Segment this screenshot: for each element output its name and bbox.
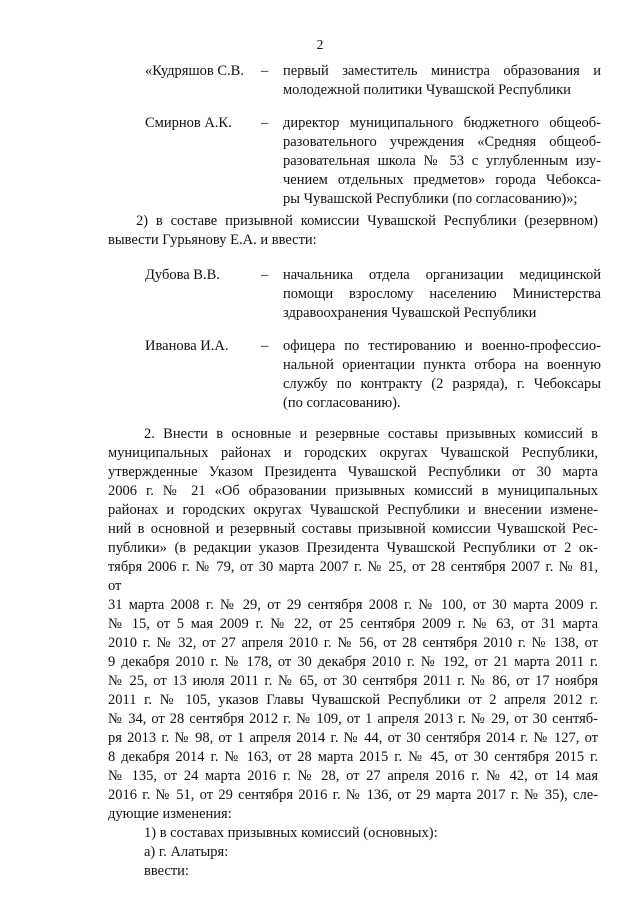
text-line: 2) в составе призывной комиссии Чувашской Республики (резервном) <box>136 213 598 229</box>
member-position <box>283 62 601 100</box>
text-line: № 25, от 13 июля 2011 г. № 65, от 30 сентября 2011 г. № 86, от 17 ноября <box>108 673 598 689</box>
text-line: 2010 г. № 32, от 27 апреля 2010 г. № 56, от 28 сентября 2010 г. № 138, от <box>108 635 598 651</box>
text-line: нальной ориентации пункта отбора на военную <box>283 357 601 373</box>
text-line: чением отдельных предметов» города Чебокса- <box>283 172 601 188</box>
text-line: 2011 г. № 105, указов Главы Чувашской Республики от 2 апреля 2012 г. <box>108 692 598 708</box>
text-line: тября 2006 г. № 79, от 30 марта 2007 г. № 25, от 28 сентября 2007 г. № 81, <box>108 559 598 575</box>
text-line: 9 декабря 2010 г. № 178, от 30 декабря 2010 г. № 192, от 21 марта 2011 г. <box>108 654 598 670</box>
member-name: Дубова В.В. <box>145 267 220 283</box>
text-line: от <box>108 578 122 594</box>
text-line: помощи взрослому населению Министерства <box>283 286 601 302</box>
paragraph-reserve-commission <box>108 212 598 250</box>
text-line: начальника отдела организации медицинской <box>283 267 601 283</box>
text-line: вывести Гурьянову Е.А. и ввести: <box>108 232 317 248</box>
dash: – <box>261 63 269 79</box>
text-line: № 15, от 5 мая 2009 г. № 22, от 25 сентября 2009 г. № 63, от 31 марта <box>108 616 598 632</box>
text-line: ввести: <box>144 863 189 879</box>
text-line: а) г. Алатыря: <box>144 844 229 860</box>
member-position <box>283 114 601 209</box>
text-line: № 34, от 28 сентября 2012 г. № 109, от 1 апреля 2013 г. № 29, от 30 сентяб- <box>108 711 598 727</box>
text-line: дующие изменения: <box>108 806 232 822</box>
text-line: здравоохранения Чувашской Республики <box>283 305 537 321</box>
paragraph-changes-list <box>108 824 598 881</box>
text-line: ний в основной и резервный составы призывной комиссии Чувашской Рес- <box>108 521 598 537</box>
dash: – <box>261 338 269 354</box>
paragraph-amendments <box>108 425 598 824</box>
member-position <box>283 266 601 323</box>
member-name: Смирнов А.К. <box>145 115 232 131</box>
text-line: публики» (в редакции указов Президента Чувашской Республики от 2 ок- <box>108 540 598 556</box>
text-line: офицера по тестированию и военно-профессио- <box>283 338 601 354</box>
text-line: 2016 г. № 51, от 29 сентября 2016 г. № 136, от 29 марта 2017 г. № 35), сле- <box>108 787 598 803</box>
page-number: 2 <box>316 37 324 52</box>
text-line: разовательная школа № 53 с углубленным изу- <box>283 153 601 169</box>
text-line: директор муниципального бюджетного общеоб- <box>283 115 601 131</box>
dash: – <box>261 115 269 131</box>
text-line: районах и городских округах Чувашской Республики и внесении измене- <box>108 502 598 518</box>
text-line: 2006 г. № 21 «Об образовании призывных комиссий в муниципальных <box>108 483 598 499</box>
text-line: 31 марта 2008 г. № 29, от 29 сентября 2008 г. № 100, от 30 марта 2009 г. <box>108 597 598 613</box>
text-line: 2. Внести в основные и резервные составы призывных комиссий в <box>144 426 598 442</box>
text-line: 8 декабря 2014 г. № 163, от 28 марта 2015 г. № 45, от 30 сентября 2015 г. <box>108 749 598 765</box>
text-line: молодежной политики Чувашской Республики <box>283 82 571 98</box>
text-line: ры Чувашской Республики (по согласованию)»; <box>283 191 578 207</box>
text-line: (по согласованию). <box>283 395 401 411</box>
text-line: утвержденные Указом Президента Чувашской Республики от 30 марта <box>108 464 598 480</box>
member-position <box>283 337 601 413</box>
text-line: разовательного учреждения «Средняя общеоб- <box>283 134 601 150</box>
member-name: «Кудряшов С.В. <box>145 63 244 79</box>
dash: – <box>261 267 269 283</box>
text-line: ря 2013 г. № 98, от 1 апреля 2014 г. № 44, от 30 сентября 2014 г. № 127, от <box>108 730 598 746</box>
member-name: Иванова И.А. <box>145 338 229 354</box>
text-line: службу по контракту (2 разряда), г. Чебоксары <box>283 376 601 392</box>
text-line: 1) в составах призывных комиссий (основных): <box>144 825 438 841</box>
text-line: № 135, от 24 марта 2016 г. № 28, от 27 апреля 2016 г. № 42, от 14 мая <box>108 768 598 784</box>
text-line: муниципальных районах и городских округах Чувашской Республики, <box>108 445 598 461</box>
text-line: первый заместитель министра образования и <box>283 63 601 79</box>
